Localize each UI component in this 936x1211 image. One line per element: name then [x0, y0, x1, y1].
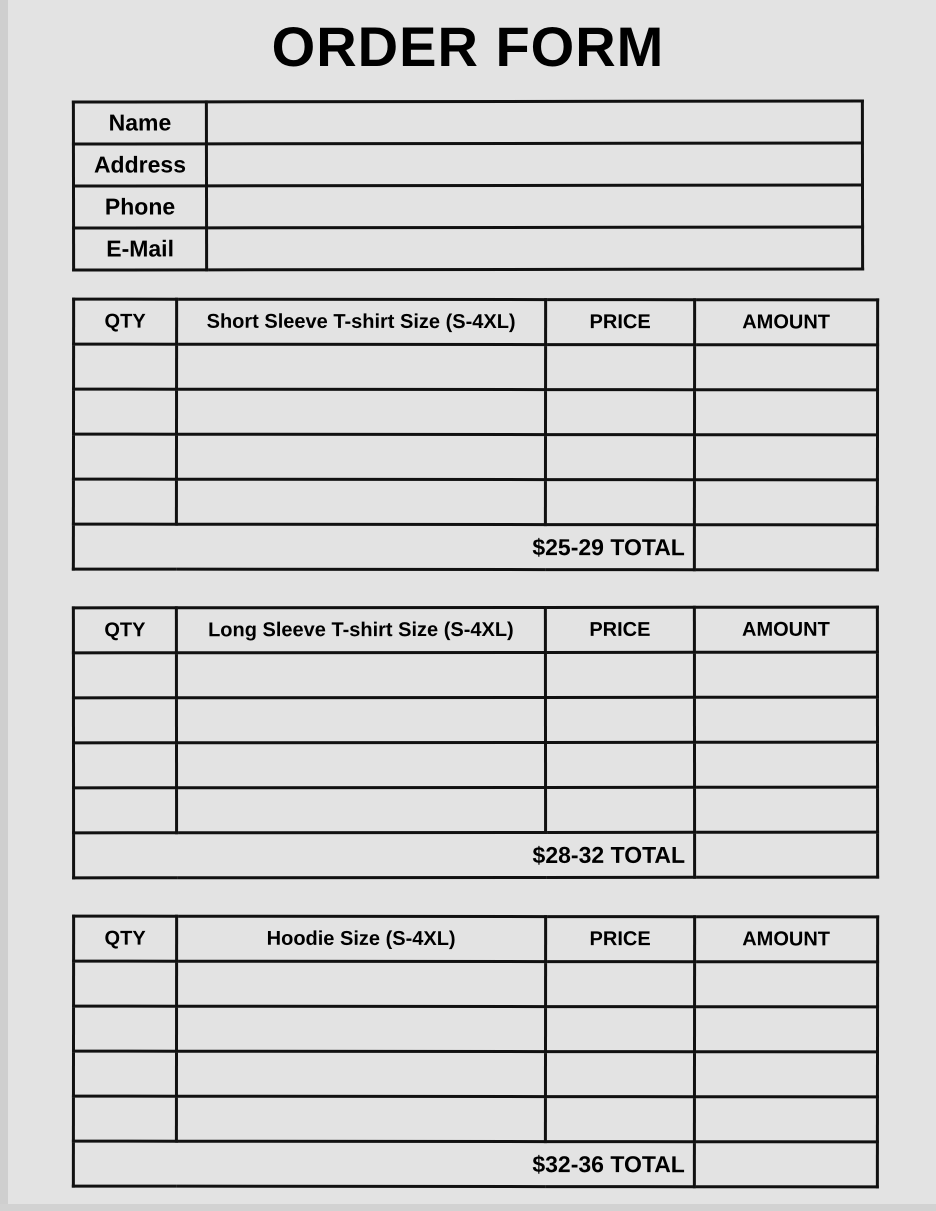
table-header-row [73, 607, 877, 653]
cell-qty[interactable] [73, 434, 176, 479]
section-short-sleeve [72, 298, 879, 571]
cell-amount[interactable] [694, 390, 877, 435]
cell-amount[interactable] [695, 787, 878, 832]
table-row [73, 697, 877, 743]
cell-qty[interactable] [73, 479, 176, 524]
hoodie-table [72, 915, 879, 1189]
column-header-qty: QTY [73, 608, 176, 653]
cell-price[interactable] [545, 697, 694, 742]
contact-details-block [72, 100, 864, 271]
cell-amount[interactable] [694, 1052, 877, 1097]
cell-price[interactable] [546, 1007, 695, 1052]
column-header-description: Short Sleeve T-shirt Size (S-4XL) [177, 299, 546, 344]
cell-qty[interactable] [74, 743, 177, 788]
table-total-row [73, 1141, 877, 1187]
cell-amount[interactable] [694, 742, 877, 787]
cell-amount[interactable] [695, 962, 878, 1007]
total-value[interactable] [694, 525, 877, 570]
page-edge-shadow-bottom [0, 1204, 936, 1211]
column-header-qty: QTY [74, 299, 177, 344]
cell-amount[interactable] [694, 480, 877, 525]
cell-price[interactable] [546, 390, 695, 435]
short-sleeve-table [72, 298, 879, 572]
cell-amount[interactable] [695, 345, 878, 390]
column-header-price: PRICE [546, 300, 695, 345]
column-header-amount: AMOUNT [695, 917, 878, 962]
long-sleeve-table [72, 606, 879, 880]
total-label: $28-32 TOTAL [74, 832, 695, 878]
cell-description[interactable] [176, 1051, 545, 1096]
cell-price[interactable] [545, 480, 694, 525]
column-header-qty: QTY [74, 916, 177, 961]
cell-description[interactable] [176, 434, 545, 479]
cell-description[interactable] [177, 389, 546, 434]
cell-amount[interactable] [694, 697, 877, 742]
table-row [74, 742, 878, 788]
page-title: ORDER FORM [271, 15, 665, 78]
cell-qty[interactable] [74, 961, 177, 1006]
cell-qty[interactable] [73, 698, 176, 743]
cell-price[interactable] [546, 742, 695, 787]
contact-label-address: Address [73, 144, 206, 186]
column-header-description: Hoodie Size (S-4XL) [177, 916, 546, 961]
cell-price[interactable] [545, 1097, 694, 1142]
cell-price[interactable] [545, 652, 694, 697]
column-header-price: PRICE [545, 607, 694, 652]
contact-label-name: Name [73, 102, 206, 144]
contact-field-name[interactable] [206, 101, 862, 144]
cell-qty[interactable] [73, 653, 176, 698]
section-long-sleeve [72, 606, 879, 879]
column-header-amount: AMOUNT [694, 607, 877, 652]
table-row [74, 344, 878, 390]
total-label: $32-36 TOTAL [73, 1141, 694, 1187]
contact-field-email[interactable] [207, 227, 863, 270]
cell-amount[interactable] [694, 1007, 877, 1052]
table-row [74, 787, 878, 833]
table-header-row [74, 299, 878, 345]
table-total-row [74, 832, 878, 878]
cell-amount[interactable] [694, 1097, 877, 1142]
table-row [73, 652, 877, 698]
cell-description[interactable] [177, 787, 546, 832]
table-row [74, 1006, 878, 1052]
total-label: $25-29 TOTAL [73, 524, 694, 570]
table-row [73, 1051, 877, 1097]
column-header-amount: AMOUNT [695, 300, 878, 345]
contact-label-email: E-Mail [74, 228, 207, 270]
contact-table [72, 99, 864, 271]
cell-price[interactable] [546, 787, 695, 832]
total-value[interactable] [694, 1142, 877, 1187]
cell-price[interactable] [545, 435, 694, 480]
table-row [73, 434, 877, 480]
table-row [73, 101, 862, 144]
cell-price[interactable] [546, 345, 695, 390]
cell-price[interactable] [545, 1052, 694, 1097]
cell-amount[interactable] [694, 652, 877, 697]
cell-qty[interactable] [74, 1006, 177, 1051]
contact-field-address[interactable] [206, 143, 862, 186]
column-header-description: Long Sleeve T-shirt Size (S-4XL) [176, 607, 545, 652]
table-row [73, 479, 877, 525]
cell-description[interactable] [177, 742, 546, 787]
table-header-row [74, 916, 878, 962]
cell-qty[interactable] [73, 1096, 176, 1141]
cell-price[interactable] [546, 962, 695, 1007]
table-total-row [73, 524, 877, 570]
table-row [74, 389, 878, 435]
total-value[interactable] [695, 832, 878, 877]
cell-qty[interactable] [74, 344, 177, 389]
cell-amount[interactable] [694, 435, 877, 480]
table-row [74, 227, 863, 270]
section-hoodie [72, 915, 879, 1188]
cell-description[interactable] [177, 961, 546, 1006]
cell-description[interactable] [176, 652, 545, 697]
table-row [73, 1096, 877, 1142]
cell-description[interactable] [176, 1096, 545, 1141]
cell-qty[interactable] [73, 1051, 176, 1096]
table-row [74, 961, 878, 1007]
table-row [73, 143, 862, 186]
cell-description[interactable] [177, 344, 546, 389]
cell-description[interactable] [176, 697, 545, 742]
column-header-price: PRICE [546, 917, 695, 962]
table-row [74, 185, 863, 228]
contact-label-phone: Phone [74, 186, 207, 228]
page-edge-shadow-left [0, 0, 8, 1211]
cell-qty[interactable] [74, 788, 177, 833]
cell-description[interactable] [177, 1006, 546, 1051]
cell-qty[interactable] [74, 389, 177, 434]
cell-description[interactable] [176, 479, 545, 524]
contact-field-phone[interactable] [207, 185, 863, 228]
